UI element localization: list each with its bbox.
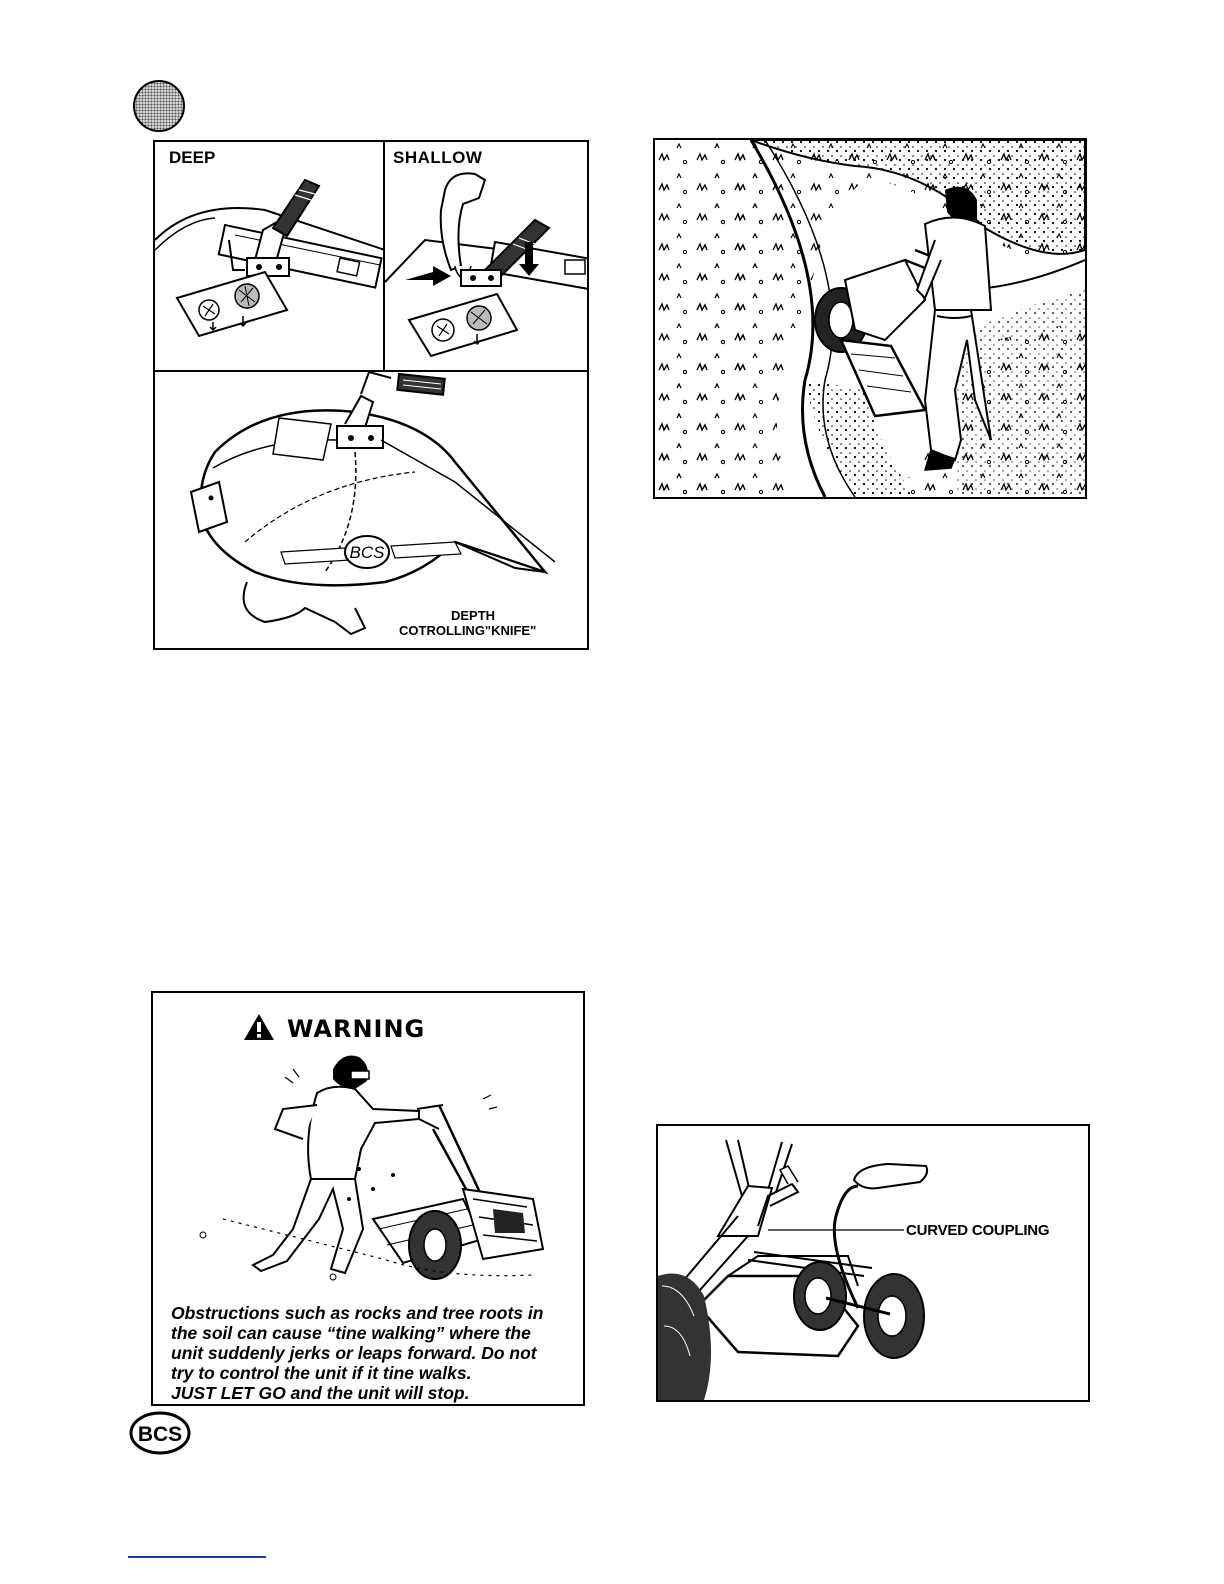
shallow-label: SHALLOW (393, 148, 483, 167)
bcs-logo (129, 1411, 191, 1455)
hood-bcs-logo: BCS (349, 543, 385, 562)
operator-tilling-figure (653, 138, 1087, 499)
warning-text-line-1: Obstructions such as rocks and tree roots in (171, 1303, 544, 1323)
warning-triangle-icon (243, 1013, 275, 1041)
deep-lever-illustration (155, 170, 383, 368)
warning-text-line-3: unit suddenly jerks or leaps forward. Do not (171, 1343, 537, 1363)
curved-coupling-label: CURVED COUPLING (906, 1222, 1050, 1239)
deep-label: DEEP (169, 148, 216, 167)
shallow-lever-illustration (385, 170, 589, 368)
knife-label-line1: DEPTH (451, 608, 496, 623)
footer-rule (128, 1556, 266, 1558)
tilling-scene-illustration (655, 140, 1085, 497)
warning-title: WARNING (287, 1015, 426, 1043)
section-marker-dot (133, 80, 185, 132)
tine-walking-illustration (183, 1049, 563, 1289)
depth-adjustment-figure (153, 140, 589, 650)
curved-coupling-illustration (658, 1126, 1088, 1400)
tiller-hood-illustration (155, 372, 589, 650)
curved-coupling-figure (656, 1124, 1090, 1402)
knife-label-line2: COTROLLING"KNIFE" (399, 623, 537, 638)
warning-text-line-2: the soil can cause “tine walking” where the (171, 1323, 531, 1343)
warning-text-line-5: JUST LET GO and the unit will stop. (171, 1383, 470, 1403)
bcs-logo-text: BCS (137, 1423, 183, 1446)
warning-panel (151, 991, 585, 1406)
warning-text-line-4: try to control the unit if it tine walks. (171, 1363, 472, 1383)
